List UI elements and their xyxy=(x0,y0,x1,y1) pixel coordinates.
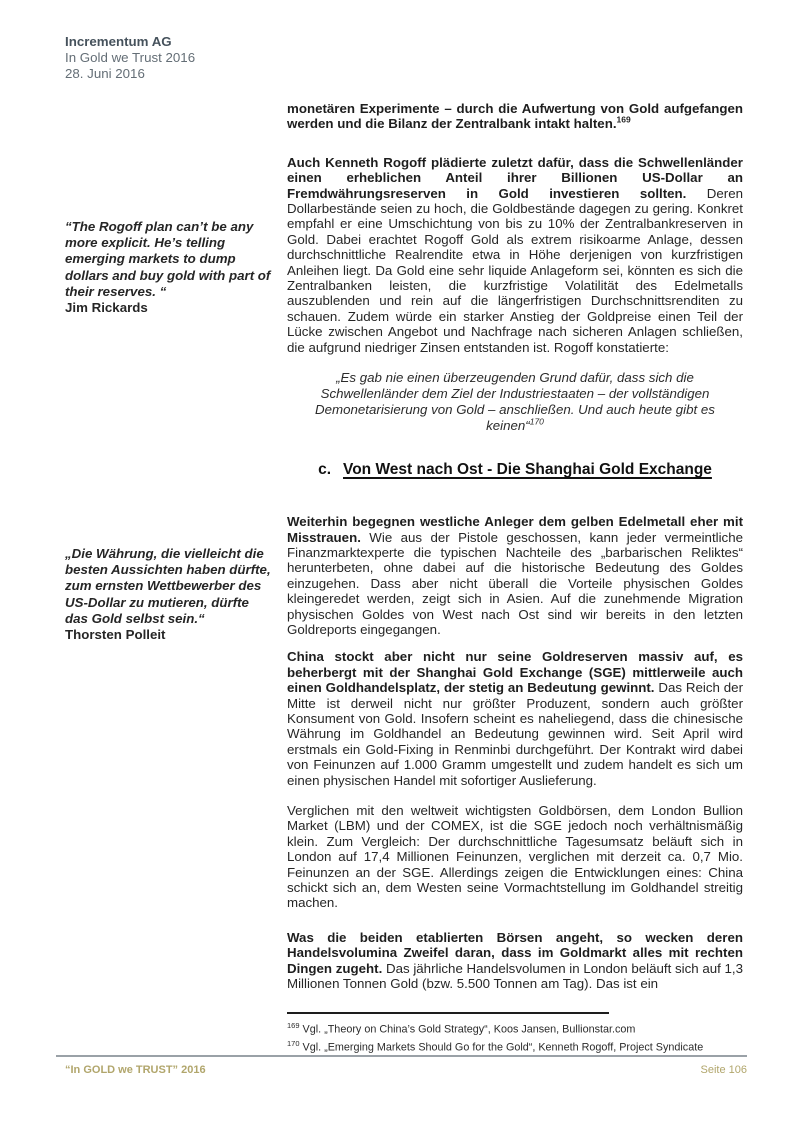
paragraph-body-text: Das Reich der Mitte ist derweil nicht nur größter Produzent, sondern auch größter Konsument von Gold. Insofern scheint es naheliegend, dass die chinesische Währung im Goldhandel an Bedeutung gewinnen wird. Seit April wird erstmals ein Gold-Fixing in Renminbi durchgeführt. Der Kontrakt wird dabei von Feinunzen auf 1.000 Gramm umgestellt und zudem handelt es sich um einen physischen Handel mit sofortiger Auslieferung. xyxy=(287,680,743,788)
margin-quote-rickards xyxy=(65,219,275,316)
paragraph-body-text: Wie aus der Pistole geschossen, kann jeder vermeintliche Finanzmarktexperte die typischen Nachteile des „barbarischen Reliktes“ herunterbeten, ohne dabei auf die historische Bedeutung des Goldes einzugehen. Dass aber nicht überall die Vorteile physischen Goldes kleingeredet werden, zeigt sich in Asien. Auf die zunehmende Migration physischen Goldes von West nach Ost sind wir bereits in den letzten Goldreports eingegangen. xyxy=(287,529,743,637)
paragraph-lead-bold: Auch Kenneth Rogoff plädierte zuletzt dafür, dass die Schwellenländer einen erheblichen Anteil ihrer Billionen US-Dollar an Fremdwährungsreserven in Gold investieren sollten. xyxy=(287,154,743,201)
footer-rule xyxy=(56,1055,747,1057)
footnote-text: Vgl. „Theory on China’s Gold Strategy“, Koos Jansen, Bullionstar.com xyxy=(302,1023,636,1036)
footnote-170 xyxy=(287,1037,757,1055)
footnote-number: 170 xyxy=(287,1039,300,1049)
heading-list-letter: c. xyxy=(318,461,332,479)
main-text-column xyxy=(287,101,743,991)
paragraph-rogoff-plan xyxy=(287,155,743,355)
page-footer xyxy=(65,1064,747,1076)
margin-quote-polleit xyxy=(65,546,275,643)
footer-report-title: “In GOLD we TRUST” 2016 xyxy=(65,1064,206,1076)
paragraph-lead-bold: Weiterhin begegnen westliche Anleger dem gelben Edelmetall eher mit Misstrauen. xyxy=(287,514,743,545)
footnote-divider-rule xyxy=(287,1012,609,1014)
report-title: In Gold we Trust 2016 xyxy=(65,50,196,65)
paragraph-bold-text: monetären Experimente – durch die Aufwertung von Gold aufgefangen werden und die Bilanz der Zentralbank intakt halten. xyxy=(287,101,743,132)
paragraph-monetary-experiments xyxy=(287,101,743,132)
quote-author: Thorsten Polleit xyxy=(65,627,166,643)
paragraph-body-text: Verglichen mit den weltweit wichtigsten Goldbörsen, dem London Bullion Market (LBM) und der COMEX, ist die SGE jedoch noch verhältnismäßig klein. Zum Vergleich: Der durchschnittliche Tagesumsatz beläuft sich in London auf 17,4 Millionen Feinunzen, verglichen mit derzeit ca. 0,7 Mio. Feinunzen an der SGE. Allerdings zeigen die Entwicklungen eines: China schickt sich an, dem Westen seine Vormachtstellung im Goldhandel streitig machen. xyxy=(287,803,743,911)
document-header xyxy=(65,34,195,82)
quote-text: „Die Währung, die vielleicht die besten Aussichten haben dürfte, zum ernsten Wettbewerber des US-Dollar zu mutieren, dürfte das Gold selbst sein.“ xyxy=(65,546,271,626)
paragraph-lead-bold: Was die beiden etablierten Börsen angeht, so wecken deren Handelsvolumina Zweifel daran, dass im Goldmarkt alles mit rechten Dingen zugeht. xyxy=(287,929,743,976)
heading-text: Von West nach Ost - Die Shanghai Gold Exchange xyxy=(343,461,712,479)
footnote-ref-170: 170 xyxy=(529,416,544,427)
paragraph-trading-volumes xyxy=(287,930,743,992)
footnote-number: 169 xyxy=(287,1021,300,1030)
quote-text: “The Rogoff plan can’t be any more explicit. He’s telling emerging markets to dump dollars and buy gold with part of their reserves. “ xyxy=(65,219,271,299)
pull-quote-rogoff xyxy=(287,370,743,434)
footnotes-section xyxy=(287,1019,757,1056)
paragraph-lead-bold: China stockt aber nicht nur seine Goldreserven massiv auf, es beherbergt mit der Shanghai Gold Exchange (SGE) mittlerweile auch einen Goldhandelsplatz, der stetig an Bedeutung gewinnt. xyxy=(287,649,743,696)
footnote-169 xyxy=(287,1019,757,1037)
paragraph-comparison-lbm-comex xyxy=(287,803,743,911)
paragraph-western-investors xyxy=(287,514,743,637)
paragraph-body-text: Das jährliche Handelsvolumen in London beläuft sich auf 1,3 Millionen Tonnen Gold (bzw. 5.500 Tonnen am Tag). Das ist ein xyxy=(287,960,744,992)
footnote-ref-169: 169 xyxy=(616,114,631,125)
pull-quote-text: „Es gab nie einen überzeugenden Grund dafür, dass sich die Schwellenländer dem Ziel der Industriestaaten – der vollständigen Demonetarisierung von Gold – anschließen. Und auch heute gibt es keinen“ xyxy=(315,370,715,434)
company-name: Incrementum AG xyxy=(65,34,172,49)
paragraph-body-text: Deren Dollarbestände seien zu hoch, die Goldbestände dagegen zu gering. Konkret empfahl er eine Umschichtung von bis zu 10% der Zentralbankreserven in Gold. Dabei erachtet Rogoff Gold als extrem risikoarme Anlage, dessen durchschnittliche Realrendite etwa in Höhe derjenigen von kurzfristigen Anleihen liegt. Da Gold eine sehr liquide Anlageform sei, könnten es sich die Zentralbanken leisten, die kurzfristige Volatilität des Edelmetalls auszublenden und rein auf die längerfristigen Durchschnittsrenditen zu schauen. Zudem würde ein starker Anstieg der Goldpreise einen Teil der Lücke zwischen Angebot und Nachfrage nach sicheren Anlagen schließen, die aufgrund niedriger Zinsen entstanden ist. Rogoff konstatierte: xyxy=(287,185,743,355)
quote-author: Jim Rickards xyxy=(65,300,148,316)
section-heading-shanghai-gold-exchange xyxy=(287,461,743,479)
page-number: Seite 106 xyxy=(700,1064,747,1076)
paragraph-china-sge xyxy=(287,649,743,788)
report-date: 28. Juni 2016 xyxy=(65,66,145,81)
footnote-text: Vgl. „Emerging Markets Should Go for the Gold“, Kenneth Rogoff, Project Syndicate xyxy=(302,1041,704,1054)
